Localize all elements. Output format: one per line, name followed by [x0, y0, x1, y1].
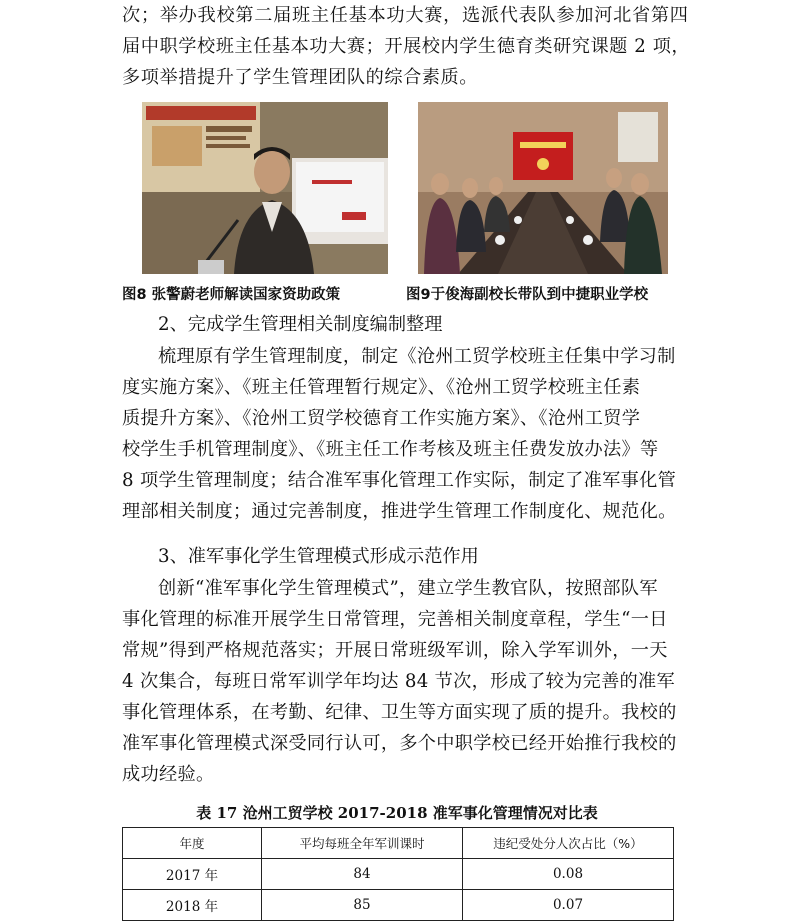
- text-line: 质提升方案》、《沧州工贸学校德育工作实施方案》、《沧州工贸学: [122, 408, 641, 429]
- text-line: 校学生手机管理制度》、《班主任工作考核及班主任费发放办法》等: [122, 439, 659, 460]
- text-line: 事化管理的标准开展学生日常管理，完善相关制度章程，学生“一日: [122, 609, 668, 630]
- comparison-table: [122, 827, 674, 921]
- text-line: 准军事化管理模式深受同行认可，多个中职学校已经开始推行我校的: [122, 733, 677, 754]
- table-header-cell: 平均每班全年军训课时: [262, 828, 463, 859]
- text-line: 度实施方案》、《班主任管理暂行规定》、《沧州工贸学校班主任素: [122, 377, 641, 398]
- table-header-cell: 年度: [123, 828, 262, 859]
- section-2-heading: 2、完成学生管理相关制度编制整理: [158, 314, 443, 335]
- photo-teacher-presenting: [142, 102, 388, 274]
- text-line: 多项举措提升了学生管理团队的综合素质。: [122, 67, 479, 88]
- text-line: 理部相关制度；通过完善制度，推进学生管理工作制度化、规范化。: [122, 501, 677, 522]
- text-line: 常规”得到严格规范落实；开展日常班级军训，除入学军训外，一天: [122, 640, 668, 661]
- text-line: 4 次集合，每班日常军训学年均达 84 节次，形成了较为完善的准军: [122, 671, 676, 692]
- text-line: 届中职学校班主任基本功大赛；开展校内学生德育类研究课题 2 项，: [122, 36, 691, 57]
- figure-9-caption: 图9于俊海副校长带队到中捷职业学校: [406, 287, 649, 303]
- section-3-heading: 3、准军事化学生管理模式形成示范作用: [158, 546, 479, 567]
- table-row: [123, 890, 674, 921]
- table-title: 表 17 沧州工贸学校 2017-2018 准军事化管理情况对比表: [196, 804, 598, 822]
- text-line: 创新“准军事化学生管理模式”，建立学生教官队，按照部队军: [158, 578, 658, 599]
- section-3-paragraph: [122, 573, 677, 790]
- table-cell: 0.07: [463, 890, 674, 921]
- intro-paragraph: [122, 0, 691, 93]
- figure-8-caption: 图8 张警蔚老师解读国家资助政策: [122, 287, 341, 303]
- table-cell: 85: [262, 890, 463, 921]
- table-row: [123, 859, 674, 890]
- table-header-row: [123, 828, 674, 859]
- text-line: 事化管理体系，在考勤、纪律、卫生等方面实现了质的提升。我校的: [122, 702, 677, 723]
- text-line: 成功经验。: [122, 764, 215, 785]
- text-line: 次；举办我校第二届班主任基本功大赛，选派代表队参加河北省第四: [122, 5, 689, 26]
- table-header-cell: 违纪受处分人次占比（%）: [463, 828, 674, 859]
- table-cell: 84: [262, 859, 463, 890]
- table-cell: 2017 年: [123, 859, 262, 890]
- text-line: 8 项学生管理制度；结合准军事化管理工作实际，制定了准军事化管: [122, 470, 677, 491]
- table-cell: 0.08: [463, 859, 674, 890]
- table-cell: 2018 年: [123, 890, 262, 921]
- section-2-paragraph: [122, 341, 677, 527]
- text-line: 梳理原有学生管理制度，制定《沧州工贸学校班主任集中学习制: [158, 346, 676, 367]
- photo-meeting-room: [418, 102, 668, 274]
